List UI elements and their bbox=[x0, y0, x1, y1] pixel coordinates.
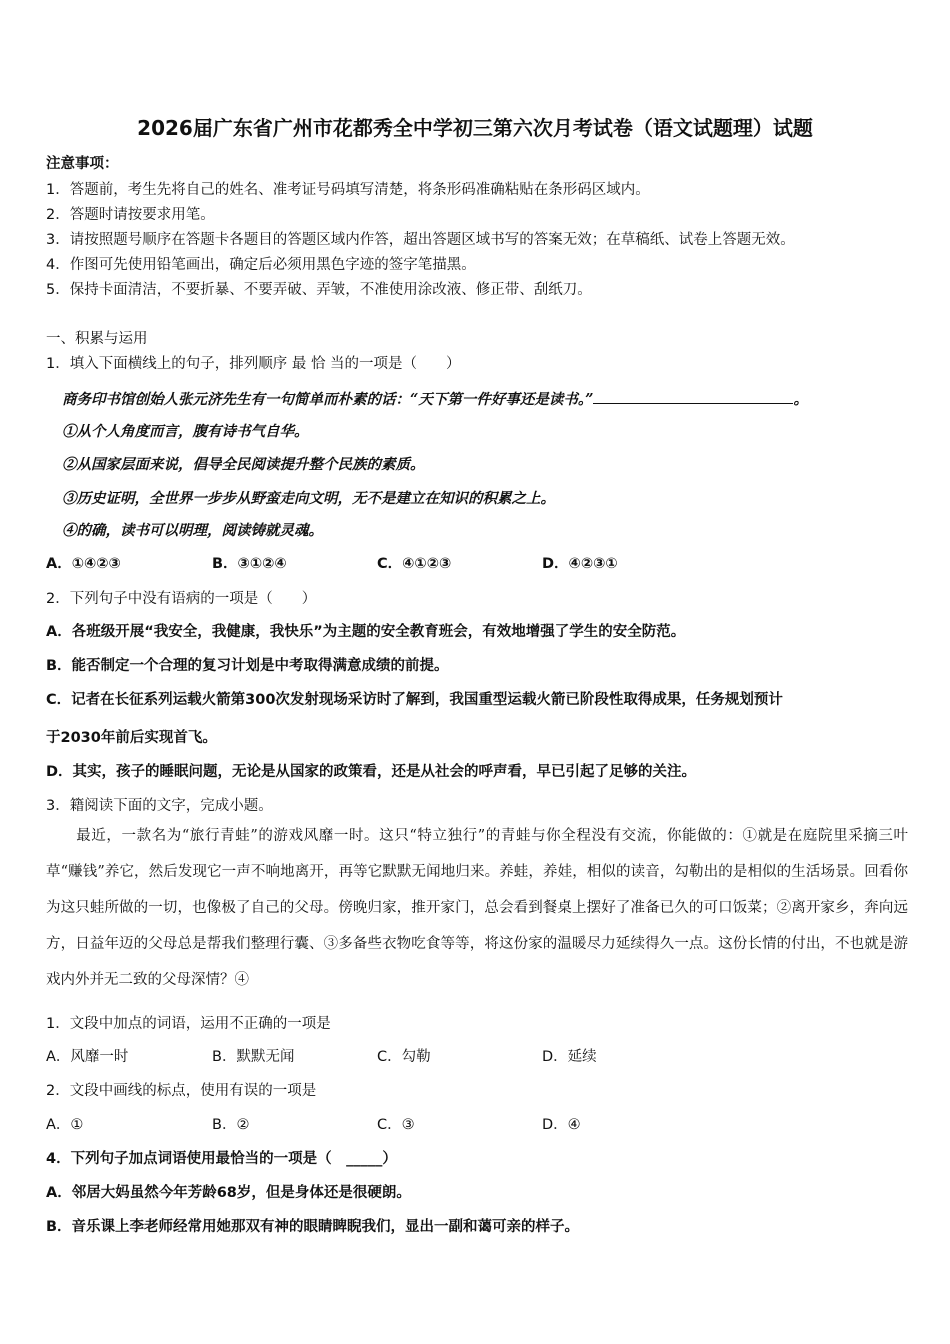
q3-passage: 最近，一款名为“旅行青蛙”的游戏风靡一时。这只“特立独行”的青蛙与你全程没有交流，你能做的：①就是在庭院里采摘三叶草“赚钱”养它，然后发现它一声不响地离开，再等它默默无闻地归来。养蛙，养娃，相似的读音，勾勒出的是相似的生活场景。回看你为这只蛙所做的一切，也像极了自己的父母。傍晚归家，推开家门，总会看到餐桌上摆好了准备已久的可口饭菜；②离开家乡，奔向远方，日益年迈的父母总是帮我们整理行囊、③多备些衣物吃食等等，将这份家的温暖尽力延续得久一点。这份长情的付出，不也就是游戏内外并无二致的父母深情？④ bbox=[46, 828, 908, 988]
q1-quote-line bbox=[62, 388, 808, 409]
q2-option-d: D．其实，孩子的睡眠问题，无论是从国家的政策看，还是从社会的呼声看，早已引起了足够的关注。 bbox=[46, 764, 697, 780]
q2-option-a: A．各班级开展“我安全，我健康，我快乐”为主题的安全教育班会，有效地增强了学生的安全防范。 bbox=[46, 624, 686, 640]
q1-option-c: C．④①②③ bbox=[377, 556, 452, 572]
q1-sentence: ②从国家层面来说，倡导全民阅读提升整个民族的素质。 bbox=[62, 456, 425, 473]
q3-sub1-option-c: C．勾勒 bbox=[377, 1049, 431, 1065]
notice-heading: 注意事项： bbox=[46, 156, 119, 172]
q4-option-a: A．邻居大妈虽然今年芳龄68岁，但是身体还是很硬朗。 bbox=[46, 1185, 411, 1201]
notice-item: 3．请按照题号顺序在答题卡各题目的答题区域内作答，超出答题区域书写的答案无效；在草稿纸、试卷上答题无效。 bbox=[46, 232, 795, 248]
q1-option-a: A．①④②③ bbox=[46, 556, 121, 572]
q3-stem: 3．籍阅读下面的文字，完成小题。 bbox=[46, 798, 273, 814]
q1-sentence: ④的确，读书可以明理，阅读铸就灵魂。 bbox=[62, 522, 323, 539]
q3-sub1-stem: 1．文段中加点的词语，运用不正确的一项是 bbox=[46, 1016, 331, 1032]
q4-option-b: B．音乐课上李老师经常用她那双有神的眼睛睥睨我们，显出一副和蔼可亲的样子。 bbox=[46, 1219, 580, 1235]
answer-blank bbox=[593, 389, 793, 404]
q1-option-d: D．④②③① bbox=[542, 556, 618, 572]
page-title: 2026届广东省广州市花都秀全中学初三第六次月考试卷（语文试题理）试题 bbox=[137, 116, 813, 140]
q2-option-b: B．能否制定一个合理的复习计划是中考取得满意成绩的前提。 bbox=[46, 658, 449, 674]
q3-sub2-option-a: A．① bbox=[46, 1117, 84, 1133]
q2-option-c: C．记者在长征系列运载火箭第300次发射现场采访时了解到，我国重型运载火箭已阶段性取得成果，任务规划预计 bbox=[46, 692, 783, 708]
notice-item: 2．答题时请按要求用笔。 bbox=[46, 207, 215, 223]
notice-item: 1．答题前，考生先将自己的姓名、准考证号码填写清楚，将条形码准确粘贴在条形码区域内。 bbox=[46, 182, 650, 198]
q3-sub2-option-c: C．③ bbox=[377, 1117, 415, 1133]
q3-sub2-option-d: D．④ bbox=[542, 1117, 581, 1133]
q1-option-b: B．③①②④ bbox=[212, 556, 287, 572]
q3-sub2-stem: 2．文段中画线的标点，使用有误的一项是 bbox=[46, 1083, 317, 1099]
q1-quote-end: 。 bbox=[793, 391, 808, 408]
q1-sentence: ③历史证明，全世界一步步从野蛮走向文明，无不是建立在知识的积累之上。 bbox=[62, 490, 555, 507]
q2-stem: 2．下列句子中没有语病的一项是（ ） bbox=[46, 591, 317, 607]
notice-item: 4．作图可先使用铅笔画出，确定后必须用黑色字迹的签字笔描黑。 bbox=[46, 257, 476, 273]
section-heading: 一、积累与运用 bbox=[46, 331, 148, 347]
q1-quote: 商务印书馆创始人张元济先生有一句简单而朴素的话：“天下第一件好事还是读书。” bbox=[62, 391, 594, 408]
q1-stem: 1．填入下面横线上的句子，排列顺序 最 恰 当的一项是（ ） bbox=[46, 356, 461, 372]
q3-sub1-option-b: B．默默无闻 bbox=[212, 1049, 295, 1065]
q4-stem: 4．下列句子加点词语使用最恰当的一项是（ _____） bbox=[46, 1151, 397, 1167]
q3-sub2-option-b: B．② bbox=[212, 1117, 250, 1133]
q3-sub1-option-d: D．延续 bbox=[542, 1049, 597, 1065]
q1-sentence: ①从个人角度而言，腹有诗书气自华。 bbox=[62, 423, 309, 440]
notice-item: 5．保持卡面清洁，不要折暴、不要弄破、弄皱，不准使用涂改液、修正带、刮纸刀。 bbox=[46, 282, 592, 298]
q3-sub1-option-a: A．风靡一时 bbox=[46, 1049, 129, 1065]
q2-option-c-cont: 于2030年前后实现首飞。 bbox=[46, 730, 217, 746]
